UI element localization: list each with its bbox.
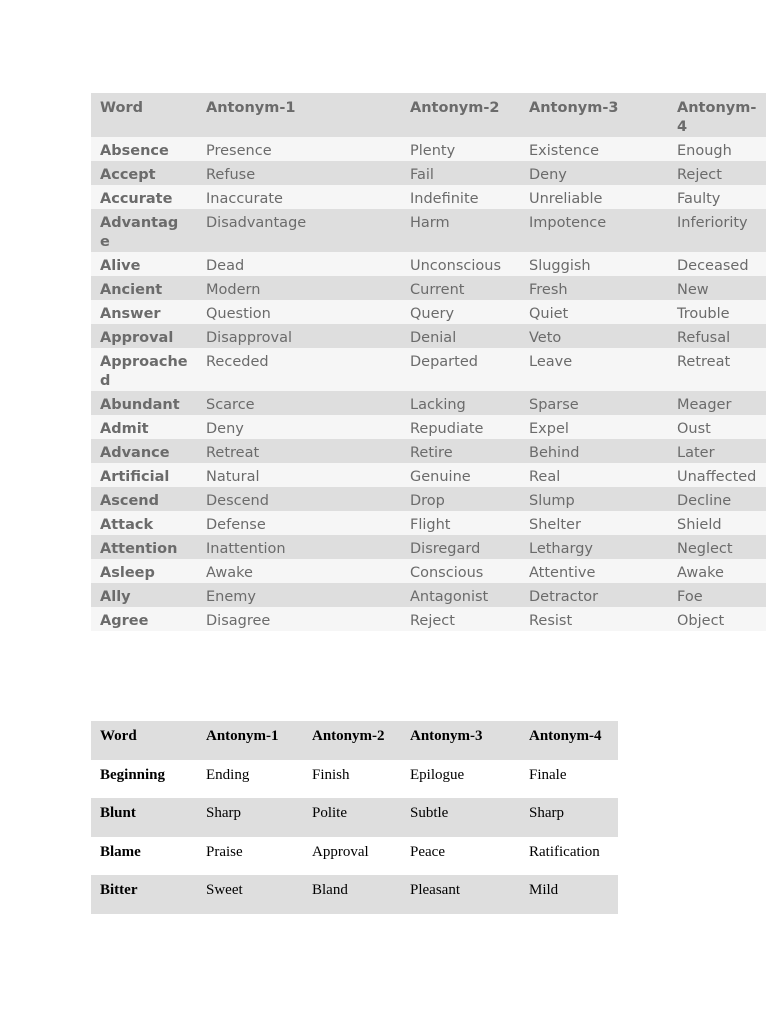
antonym-4-cell: Later [677,445,715,461]
antonym-3-cell: Quiet [529,306,569,322]
antonym-2-cell: Finish [312,766,350,783]
antonym-3-cell: Peace [410,843,445,860]
antonym-3-cell: Real [529,469,561,485]
antonym-1-cell: Sharp [206,805,241,822]
word-cell: Advantage [100,215,179,250]
antonym-1-cell: Question [206,306,271,322]
word-cell: Answer [100,306,161,322]
antonym-1-cell: Sweet [206,882,243,899]
antonym-4-cell: Oust [677,421,711,437]
antonyms-table-1 [91,93,766,631]
antonym-3-cell: Fresh [529,282,568,298]
header-cell-antonym-2: Antonym-2 [312,728,385,744]
antonym-1-cell: Defense [206,517,266,533]
table-row [91,439,766,463]
antonym-3-cell: Attentive [529,565,596,581]
antonym-1-cell: Presence [206,143,272,159]
word-cell: Absence [100,143,169,159]
table-row [91,391,766,415]
antonym-4-cell: Awake [677,565,724,581]
antonym-2-cell: Genuine [410,469,471,485]
antonym-4-cell: Deceased [677,258,749,274]
word-cell: Abundant [100,397,180,413]
table-row [91,348,766,391]
antonym-4-cell: Refusal [677,330,731,346]
table-row [91,511,766,535]
antonym-3-cell: Sluggish [529,258,591,274]
antonym-3-cell: Lethargy [529,541,593,557]
antonym-4-cell: Neglect [677,541,733,557]
antonym-3-cell: Subtle [410,805,449,822]
word-cell: Accept [100,167,156,183]
antonym-3-cell: Deny [529,167,567,183]
table-header-row [91,721,618,760]
antonym-4-cell: Foe [677,589,703,605]
antonym-3-cell: Existence [529,143,600,159]
antonym-2-cell: Repudiate [410,421,484,437]
antonym-2-cell: Approval [312,843,369,860]
table-row [91,415,766,439]
antonym-3-cell: Epilogue [410,766,465,783]
table-row [91,798,618,837]
antonym-4-cell: Faulty [677,191,721,207]
header-cell-antonym-4: Antonym-4 [529,728,602,744]
antonym-2-cell: Current [410,282,465,298]
table-row [91,300,766,324]
antonym-3-cell: Expel [529,421,569,437]
table-row [91,137,766,161]
antonym-3-cell: Pleasant [410,882,460,899]
table-row [91,276,766,300]
antonym-1-cell: Receded [206,354,269,370]
antonym-1-cell: Inaccurate [206,191,283,207]
antonym-2-cell: Lacking [410,397,466,413]
antonym-1-cell: Praise [206,843,243,860]
antonym-3-cell: Slump [529,493,575,509]
word-cell: Blunt [100,805,136,822]
antonym-4-cell: Retreat [677,354,731,370]
antonym-2-cell: Drop [410,493,445,509]
antonym-4-cell: Decline [677,493,732,509]
antonym-4-cell: Ratification [529,843,600,860]
antonym-4-cell: Trouble [677,306,730,322]
antonym-3-cell: Veto [529,330,562,346]
table-row [91,535,766,559]
word-cell: Ally [100,589,131,605]
antonym-1-cell: Descend [206,493,269,509]
antonym-2-cell: Harm [410,215,450,231]
antonym-3-cell: Impotence [529,215,607,231]
antonym-2-cell: Query [410,306,455,322]
table-row [91,760,618,799]
table-row [91,875,618,914]
antonym-2-cell: Departed [410,354,478,370]
antonyms-table-2 [91,721,618,914]
antonym-1-cell: Deny [206,421,244,437]
antonym-2-cell: Unconscious [410,258,502,274]
header-cell-antonym-2: Antonym-2 [410,100,500,116]
antonym-1-cell: Disagree [206,613,271,629]
antonym-2-cell: Conscious [410,565,484,581]
word-cell: Agree [100,613,149,629]
table-header-row [91,93,766,137]
antonym-4-cell: Mild [529,882,559,899]
antonym-4-cell: Reject [677,167,722,183]
word-cell: Attention [100,541,178,557]
antonym-2-cell: Reject [410,613,455,629]
header-cell-word: Word [100,100,143,116]
antonym-3-cell: Sparse [529,397,579,413]
antonym-1-cell: Inattention [206,541,286,557]
antonym-2-cell: Polite [312,805,348,822]
antonym-4-cell: Inferiority [677,215,748,231]
table-row [91,324,766,348]
antonym-4-cell: Meager [677,397,732,413]
table-row [91,487,766,511]
antonym-2-cell: Antagonist [410,589,489,605]
header-cell-antonym-3: Antonym-3 [529,100,619,116]
antonym-2-cell: Disregard [410,541,481,557]
antonym-4-cell: Object [677,613,725,629]
word-cell: Artificial [100,469,170,485]
antonym-2-cell: Bland [312,882,348,899]
word-cell: Blame [100,843,141,860]
table-row [91,607,766,631]
table-row [91,837,618,876]
antonym-1-cell: Natural [206,469,260,485]
antonym-2-cell: Fail [410,167,434,183]
table-row [91,463,766,487]
word-cell: Admit [100,421,149,437]
antonym-1-cell: Retreat [206,445,260,461]
antonym-1-cell: Refuse [206,167,256,183]
table-row [91,209,766,252]
word-cell: Accurate [100,191,173,207]
header-cell-antonym-4: Antonym-4 [677,100,757,135]
table-row [91,252,766,276]
antonym-3-cell: Shelter [529,517,581,533]
table-row [91,161,766,185]
table-row [91,583,766,607]
table-row [91,185,766,209]
table-row [91,559,766,583]
antonym-1-cell: Awake [206,565,253,581]
word-cell: Ancient [100,282,163,298]
antonym-4-cell: Sharp [529,805,564,822]
word-cell: Bitter [100,882,138,899]
antonym-4-cell: Shield [677,517,722,533]
antonym-4-cell: New [677,282,709,298]
antonym-1-cell: Ending [206,766,250,783]
word-cell: Ascend [100,493,159,509]
antonym-3-cell: Behind [529,445,580,461]
antonym-1-cell: Disadvantage [206,215,307,231]
antonym-1-cell: Scarce [206,397,255,413]
word-cell: Asleep [100,565,155,581]
antonym-3-cell: Resist [529,613,573,629]
antonym-2-cell: Retire [410,445,453,461]
word-cell: Advance [100,445,170,461]
antonym-1-cell: Disapproval [206,330,293,346]
antonym-4-cell: Unaffected [677,469,757,485]
header-cell-antonym-1: Antonym-1 [206,728,279,744]
antonym-1-cell: Modern [206,282,261,298]
antonym-1-cell: Enemy [206,589,256,605]
word-cell: Alive [100,258,141,274]
word-cell: Beginning [100,766,166,783]
header-cell-word: Word [100,728,137,744]
header-cell-antonym-3: Antonym-3 [410,728,483,744]
word-cell: Approval [100,330,174,346]
word-cell: Approached [100,354,188,389]
antonym-2-cell: Flight [410,517,451,533]
antonym-3-cell: Leave [529,354,573,370]
word-cell: Attack [100,517,154,533]
header-cell-antonym-1: Antonym-1 [206,100,296,116]
antonym-2-cell: Indefinite [410,191,479,207]
antonym-3-cell: Unreliable [529,191,603,207]
antonym-2-cell: Plenty [410,143,456,159]
antonym-3-cell: Detractor [529,589,599,605]
antonym-4-cell: Enough [677,143,732,159]
antonym-2-cell: Denial [410,330,457,346]
antonym-4-cell: Finale [529,766,567,783]
antonym-1-cell: Dead [206,258,245,274]
